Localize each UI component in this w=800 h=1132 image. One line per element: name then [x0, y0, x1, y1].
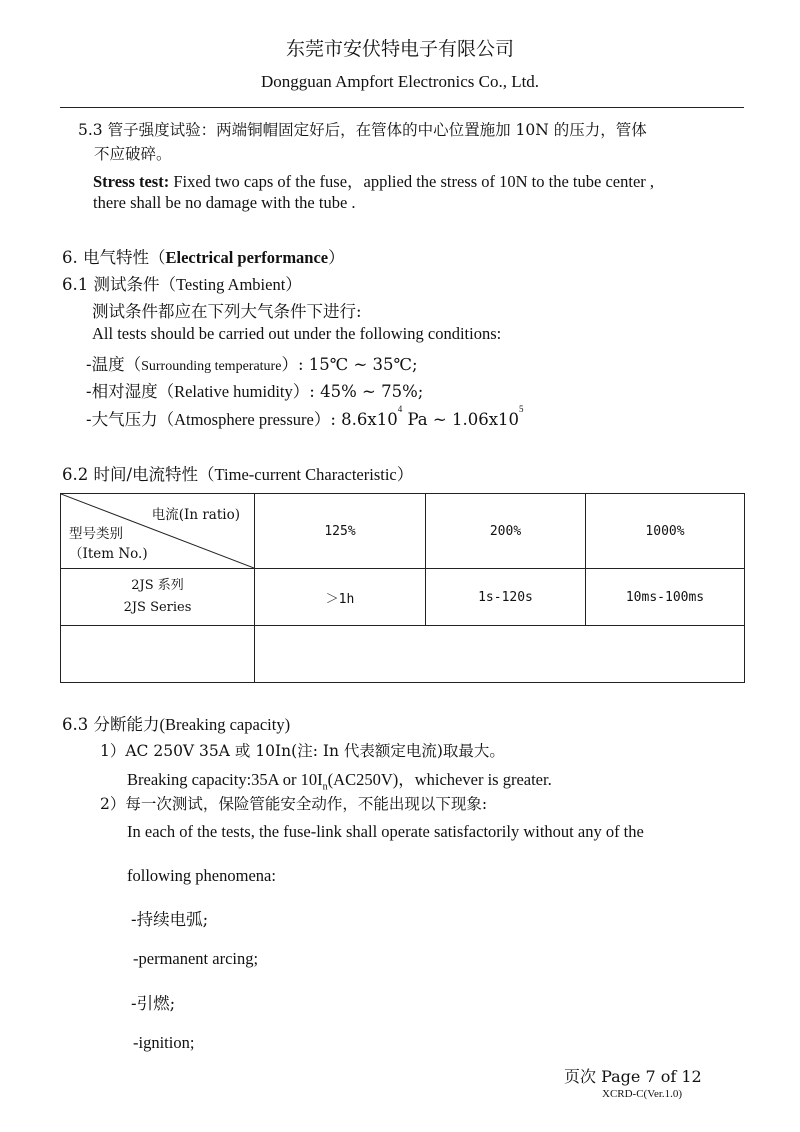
- value-b: Pa ~ 1.06x10: [402, 410, 520, 429]
- phenomenon-1-cn: -持续电弧;: [131, 910, 209, 929]
- column-header: 1000%: [586, 494, 745, 569]
- section-5-3-cn-line2: 不应破碎。: [94, 145, 172, 163]
- value-a: ）: 8.6x10: [313, 410, 398, 429]
- section-6-3-heading: [62, 711, 290, 735]
- row-label-en: 2JS Series: [123, 600, 192, 615]
- corner-cell: [61, 494, 255, 569]
- heading-close: ）: [396, 465, 414, 484]
- section-text: 管子强度试验：两端铜帽固定好后，在管体的中心位置施加 10N 的压力，管体: [107, 121, 647, 139]
- heading-en: Electrical performance: [165, 248, 329, 267]
- subscript: n: [322, 781, 328, 793]
- breaking-item-2-en-line1: In each of the tests, the fuse-link shall operate satisfactorily without any of the: [127, 822, 644, 841]
- corner-label-item-en: （Item No.): [69, 546, 148, 562]
- conditions-intro-en: All tests should be carried out under the following conditions:: [92, 324, 502, 343]
- corner-label-current: 电流(In ratio): [151, 507, 240, 523]
- table-row: [61, 569, 745, 626]
- condition-humidity: [86, 378, 423, 402]
- breaking-item-2-en-line2: following phenomena:: [127, 866, 276, 885]
- phenomenon-1-en: -permanent arcing;: [133, 949, 259, 968]
- text-a: Breaking capacity:35A or 10I: [127, 770, 323, 789]
- stress-test-text: Fixed two caps of the fuse，applied the stress of 10N to the tube center ,: [169, 172, 655, 191]
- header-divider: [60, 107, 744, 108]
- exponent-b: 5: [519, 404, 524, 414]
- table-cell: 10ms-100ms: [586, 569, 745, 626]
- column-header: 125%: [255, 494, 426, 569]
- condition-temperature: [86, 351, 418, 375]
- company-name-cn: 东莞市安伏特电子有限公司: [285, 38, 514, 60]
- heading-en: (Breaking capacity): [159, 715, 291, 734]
- breaking-item-1-cn: 1）AC 250V 35A 或 10In(注: In 代表额定电流)取最大。: [100, 742, 505, 760]
- heading-close: ）: [285, 275, 302, 294]
- heading-cn: 6.1 测试条件（: [62, 275, 176, 294]
- section-6-heading: [62, 244, 345, 268]
- condition-atmosphere: [86, 406, 524, 430]
- heading-en: Time-current Characteristic: [214, 465, 397, 484]
- table-row-empty: [61, 626, 745, 683]
- section-number: 5.3: [78, 121, 103, 139]
- label-en: Atmosphere pressure: [174, 410, 314, 429]
- time-current-table: [60, 493, 745, 683]
- phenomenon-2-cn: -引燃;: [131, 994, 176, 1013]
- table-cell: ＞1h: [255, 569, 426, 626]
- label-cn: -温度（: [86, 355, 142, 374]
- label-en: Surrounding temperature: [141, 359, 282, 374]
- exponent-a: 4: [397, 404, 403, 414]
- column-header: 200%: [426, 494, 586, 569]
- label-en: Relative humidity: [174, 382, 293, 401]
- heading-cn: 6.3 分断能力: [62, 715, 160, 734]
- label-cn: -大气压力（: [86, 410, 175, 429]
- company-name-en: Dongguan Ampfort Electronics Co., Ltd.: [260, 72, 540, 91]
- page-number: 页次 Page 7 of 12: [564, 1067, 702, 1086]
- section-6-1-heading: [62, 271, 302, 295]
- text-b: (AC250V)，whichever is greater.: [327, 770, 552, 789]
- label-cn: -相对湿度（: [86, 382, 175, 401]
- conditions-intro-cn: 测试条件都应在下列大气条件下进行:: [92, 302, 362, 321]
- table-cell: [61, 626, 255, 683]
- breaking-item-1-en: [127, 766, 552, 792]
- heading-en: Testing Ambient: [176, 275, 286, 294]
- corner-label-item-cn: 型号类别: [69, 526, 123, 542]
- value: ）: 45% ~ 75%;: [292, 382, 424, 401]
- section-5-3-en-line2: there shall be no damage with the tube .: [93, 193, 356, 212]
- row-label-cell: [61, 569, 255, 626]
- table-header-row: [61, 494, 745, 569]
- stress-test-label: Stress test:: [93, 172, 170, 191]
- heading-cn: 6. 电气特性（: [62, 248, 166, 267]
- heading-close: ）: [328, 248, 345, 267]
- table-cell: [255, 626, 745, 683]
- row-label-cn: 2JS 系列: [131, 578, 184, 593]
- value: ）: 15℃ ~ 35℃;: [281, 355, 418, 374]
- section-5-3-en-line1: [93, 168, 654, 192]
- table-cell: 1s-120s: [426, 569, 586, 626]
- breaking-item-2-cn: 2）每一次测试，保险管能安全动作，不能出现以下现象:: [100, 795, 488, 813]
- section-6-2-heading: [62, 461, 413, 485]
- document-code: XCRD-C(Ver.1.0): [602, 1088, 683, 1100]
- phenomenon-2-en: -ignition;: [133, 1033, 195, 1052]
- heading-cn: 6.2 时间/电流特性（: [62, 465, 215, 484]
- section-5-3-cn-line1: [78, 118, 647, 140]
